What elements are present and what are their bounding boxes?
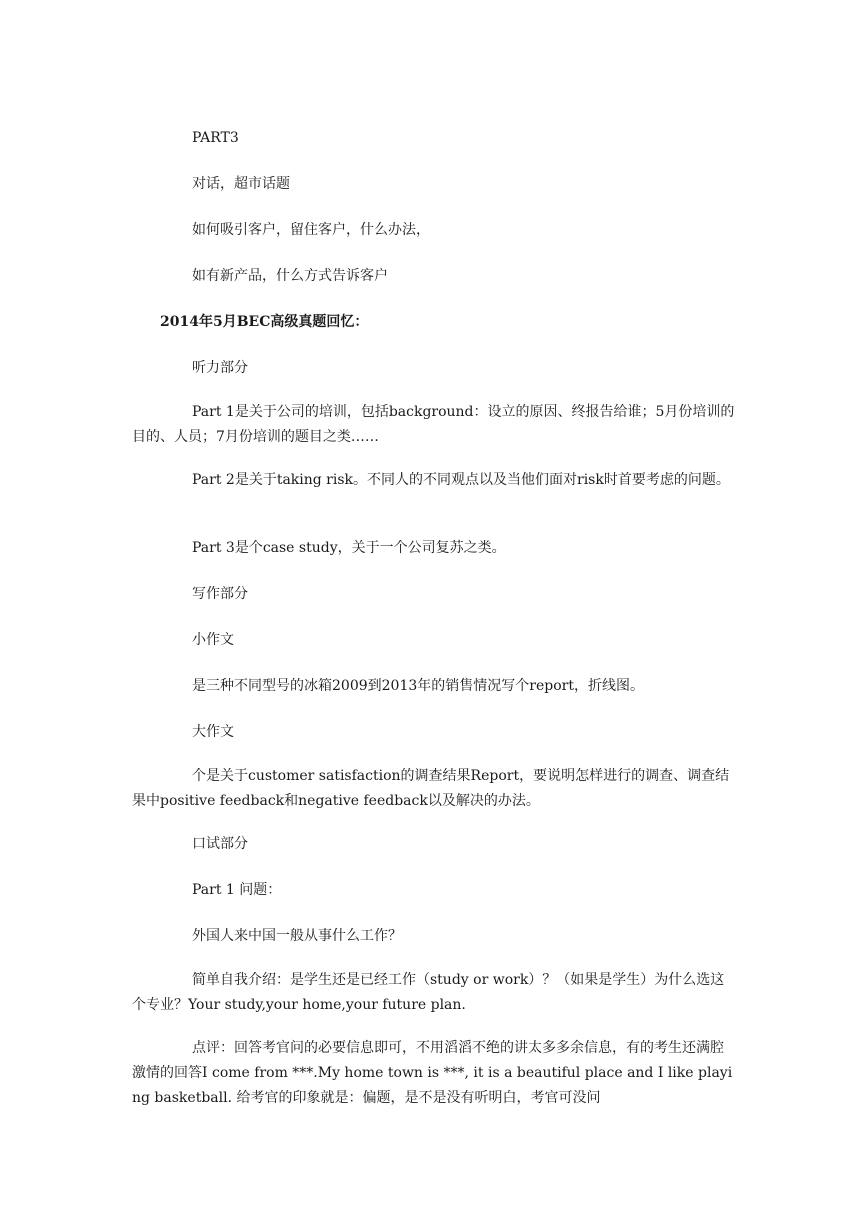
paragraph-self-introduction: 简单自我介绍：是学生还是已经工作（study or work）？（如果是学生）为什么选这个专业？Your study,your home,your future plan. — [132, 972, 725, 1013]
paragraph-listening-part2: Part 2是关于taking risk。不同人的不同观点以及当他们面对risk时首要考虑的问题。 — [192, 472, 730, 488]
paragraph-speaking: 口试部分 — [192, 836, 248, 852]
paragraph-listening-part3: Part 3是个case study，关于一个公司复苏之类。 — [192, 540, 506, 556]
paragraph-short-essay: 小作文 — [192, 632, 234, 648]
paragraph-long-essay-desc: 个是关于customer satisfaction的调查结果Report，要说明怎样进行的调查、调查结果中positive feedback和negative feedback以及解决的办法。 — [132, 768, 730, 809]
paragraph-part3: PART3 — [192, 130, 239, 146]
paragraph-attract-customers: 如何吸引客户，留住客户，什么办法， — [192, 222, 430, 238]
paragraph-listening: 听力部分 — [192, 360, 248, 376]
paragraph-long-essay: 大作文 — [192, 724, 234, 740]
section-heading: 2014年5月BEC高级真题回忆： — [160, 314, 369, 330]
paragraph-speaking-part1: Part 1 问题： — [192, 882, 282, 898]
paragraph-comment: 点评：回答考官问的必要信息即可，不用滔滔不绝的讲太多多余信息，有的考生还满腔激情的回答I come from ***.My home town is ***, it is a beautiful place and I like playing basketball. 给考官的印象就是：偏题，是不是没有听明白，考官可没问 — [132, 1040, 733, 1106]
paragraph-listening-part1: Part 1是关于公司的培训，包括background：设立的原因、终报告给谁；5月份培训的目的、人员；7月份培训的题目之类…… — [132, 404, 735, 445]
paragraph-writing: 写作部分 — [192, 586, 248, 602]
paragraph-new-products: 如有新产品，什么方式告诉客户 — [192, 268, 388, 284]
paragraph-dialogue-topic: 对话，超市话题 — [192, 176, 290, 192]
paragraph-foreigners-question: 外国人来中国一般从事什么工作？ — [192, 928, 402, 944]
paragraph-short-essay-desc: 是三种不同型号的冰箱2009到2013年的销售情况写个report，折线图。 — [192, 678, 644, 694]
